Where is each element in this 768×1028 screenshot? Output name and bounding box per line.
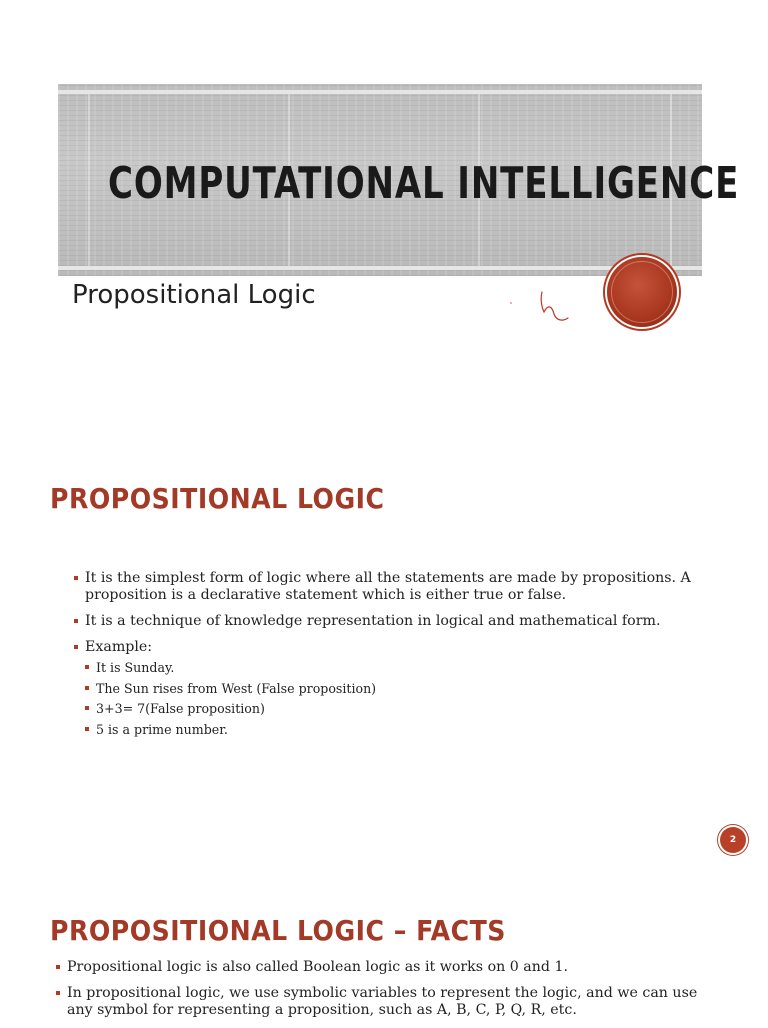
- presentation-subtitle: Propositional Logic: [72, 280, 316, 310]
- slide3-heading: PROPOSITIONAL LOGIC – FACTS: [50, 914, 506, 947]
- list-item: Propositional logic is also called Boolean logic as it works on 0 and 1.: [56, 959, 706, 976]
- red-seal-icon: [607, 257, 677, 327]
- example-item: 5 is a prime number.: [85, 721, 714, 738]
- banner-texture: [88, 94, 90, 266]
- banner-rule-bottom: [58, 266, 702, 270]
- slide2-heading: PROPOSITIONAL LOGIC: [50, 482, 385, 515]
- list-item: It is a technique of knowledge representation in logical and mathematical form.: [74, 613, 714, 630]
- list-item: In propositional logic, we use symbolic variables to represent the logic, and we can use any symbol for representing a proposition, such as A, B, C, P, Q, R, etc.: [56, 985, 706, 1019]
- slide2-bullet-list: [74, 570, 714, 747]
- slide3-bullet-list: [56, 959, 706, 1028]
- title-banner: [58, 84, 740, 276]
- presentation-title: COMPUTATIONAL INTELLIGENCE: [108, 158, 740, 209]
- list-item: [74, 639, 714, 738]
- example-item: 3+3= 7(False proposition): [85, 700, 714, 717]
- example-item: The Sun rises from West (False proposition): [85, 680, 714, 697]
- ink-dot: [510, 302, 512, 304]
- example-sublist: [85, 659, 714, 738]
- example-item: It is Sunday.: [85, 659, 714, 676]
- example-label: Example:: [85, 639, 153, 655]
- pen-squiggle-icon: [536, 288, 572, 328]
- banner-rule-top: [58, 90, 702, 94]
- title-slide: [0, 0, 768, 430]
- list-item: It is the simplest form of logic where all the statements are made by propositions. A proposition is a declarative statement which is either true or false.: [74, 570, 714, 604]
- page-number-badge: 2: [720, 827, 746, 853]
